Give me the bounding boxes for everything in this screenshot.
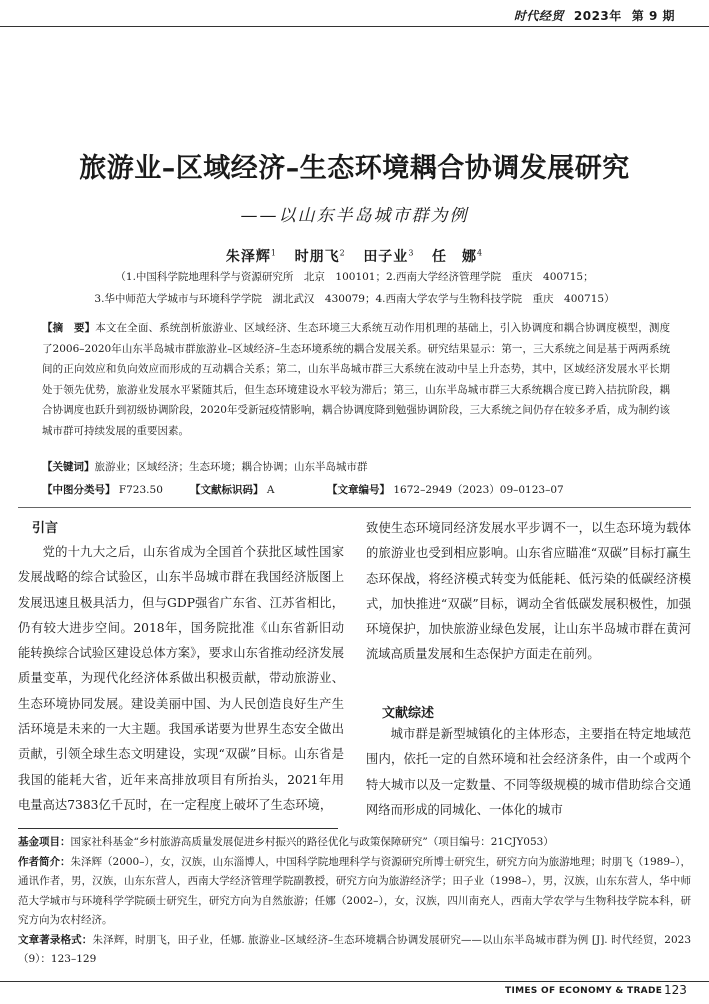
journal-issue: 第 9 期 — [631, 9, 675, 23]
clc-label: 【中图分类号】 — [42, 484, 116, 496]
author-affiliation-mark: 3 — [408, 248, 415, 258]
footnotes — [18, 833, 691, 970]
author-name: 朱泽辉 — [225, 249, 271, 265]
footnote-bio — [18, 853, 691, 931]
keywords — [42, 459, 670, 474]
author-name: 田子业 — [363, 249, 409, 265]
left-column — [18, 540, 344, 818]
affiliation-line: （1.中国科学院地理科学与资源研究所 北京 100101；2.西南大学经济管理学院 重庆 400715； — [115, 271, 594, 283]
footnote-divider — [18, 828, 338, 829]
right-column-bottom — [366, 722, 691, 823]
header-text — [514, 7, 675, 24]
author-name: 任 娜 — [432, 249, 478, 265]
header-rule — [0, 26, 709, 27]
bio-label: 作者简介： — [18, 855, 71, 868]
author-name: 时朋飞 — [294, 249, 340, 265]
abstract — [42, 318, 670, 441]
author-affiliation-mark: 1 — [270, 248, 277, 258]
right-column-top — [366, 516, 691, 668]
journal-year: 2023年 — [573, 9, 622, 23]
footnote-fund — [18, 833, 691, 853]
abstract-divider — [18, 507, 691, 508]
affiliation-line: 3.华中师范大学城市与环境科学学院 湖北武汉 430079；4.西南大学农学与生物科技学院 重庆 400715） — [94, 293, 615, 305]
body-paragraph: 党的十九大之后，山东省成为全国首个获批区域性国家发展战略的综合试验区，山东半岛城市群在我国经济版图上发展迅速且极具活力，但与GDP强省广东省、江苏省相比，仍有较大进步空间。2018年，国务院批准《山东省新旧动能转换综合试验区建设总体方案》，要求山东省推动经济发展质量变革，为现代化经济体系做出积极贡献，带动旅游业、生态环境协同发展。建设美丽中国、为人民创造良好生产生活环境是未来的一大主题。我国承诺要为世界生态安全做出贡献，引领全球生态文明建设，实现“双碳”目标。山东省是我国的能耗大省，近年来高排放项目有所抬头，2021年用电量高达7383亿千瓦时，在一定程度上破坏了生态环境， — [18, 545, 344, 812]
clc-value: F723.50 — [118, 484, 163, 496]
body-paragraph: 城市群是新型城镇化的主体形态，主要指在特定地域范围内，依托一定的自然环境和社会经济条件，由一个或两个特大城市以及一定数量、不同等级规模的城市借助综合交通网络而形成的同城化、一体化的城市 — [366, 727, 691, 817]
abstract-label: 【摘 要】 — [42, 322, 96, 334]
footer-journal-name: TIMES OF ECONOMY & TRADE — [505, 986, 663, 996]
journal-name: 时代经贸 — [513, 9, 564, 23]
abstract-text: 本文在全面、系统剖析旅游业、区域经济、生态环境三大系统互动作用机理的基础上，引入协调度和耦合协调度模型，测度了2006–2020年山东半岛城市群旅游业–区域经济–生态环境系统的耦合发展关系。研究结果显示：第一，三大系统之间是基于两两系统间的正向效应和负向效应而形成的互动耦合关系；第二，山东半岛城市群三大系统在波动中呈上升态势，其中，区域经济发展水平长期处于领先优势，旅游业发展水平紧随其后，但生态环境建设水平较为滞后；第三，山东半岛城市群三大系统耦合度已跨入拮抗阶段，耦合协调度也跃升到初级协调阶段，2020年受新冠疫情影响，耦合协调度降到勉强协调阶段，三大系统之间仍存在较多矛盾，成为制约该城市群可持续发展的重要因素。 — [42, 322, 670, 437]
author-list — [0, 246, 709, 266]
running-header — [0, 0, 709, 28]
citation-text: 朱泽辉，时朋飞，田子业，任娜. 旅游业–区域经济–生态环境耦合协调发展研究——以山东半岛城市群为例 [J]. 时代经贸，2023（9）：123–129 — [18, 933, 692, 965]
section-heading-literature-review: 文献综述 — [382, 706, 435, 721]
author-affiliation-mark: 4 — [477, 248, 484, 258]
bio-text: 朱泽辉（2000–），女，汉族，山东淄博人，中国科学院地理科学与资源研究所博士研究生，研究方向为旅游地理；时朋飞（1989–），通讯作者，男，汉族，山东东营人，西南大学经济管理学院副教授，研究方向为旅游经济学；田子业（1998–），男，汉族，山东东营人，华中师范大学城市与环境科学学院硕士研究生，研究方向为自然旅游；任娜（2002–），女，汉族，四川南充人，西南大学农学与生物科技学院本科，研究方向为农村经济。 — [18, 855, 691, 926]
keywords-label: 【关键词】 — [42, 461, 95, 473]
author-affiliation-mark: 2 — [339, 248, 346, 258]
doc-code-label: 【文献标识码】 — [190, 484, 264, 496]
body-paragraph: 致使生态环境同经济发展水平步调不一，以生态环境为载体的旅游业也受到相应影响。山东省应瞄准“双碳”目标打赢生态环保战，将经济模式转变为低能耗、低污染的低碳经济模式，加快推进“双碳”目标，调动全省低碳发展积极性，加强环境保护，加快旅游业绿色发展，让山东半岛城市群在黄河流域高质量发展和生态保护方面走在前列。 — [366, 521, 691, 662]
section-heading-introduction: 引言 — [32, 521, 59, 536]
article-subtitle: ——以山东半岛城市群为例 — [240, 206, 469, 226]
footnote-citation — [18, 931, 691, 970]
keywords-text: 旅游业；区域经济；生态环境；耦合协调；山东半岛城市群 — [94, 461, 368, 473]
article-number-value: 1672–2949（2023）09–0123–07 — [393, 484, 564, 496]
page-number: 123 — [664, 983, 687, 997]
doc-code-value: A — [266, 484, 275, 496]
footer-rule — [0, 981, 709, 982]
citation-label: 文章著录格式： — [18, 933, 93, 946]
article-title: 旅游业–区域经济–生态环境耦合协调发展研究 — [79, 153, 630, 184]
fund-label: 基金项目： — [18, 836, 71, 848]
article-number-label: 【文章编号】 — [327, 484, 390, 496]
fund-text: 国家社科基金“乡村旅游高质量发展促进乡村振兴的路径优化与政策保障研究”（项目编号：21CJY053） — [70, 836, 554, 848]
